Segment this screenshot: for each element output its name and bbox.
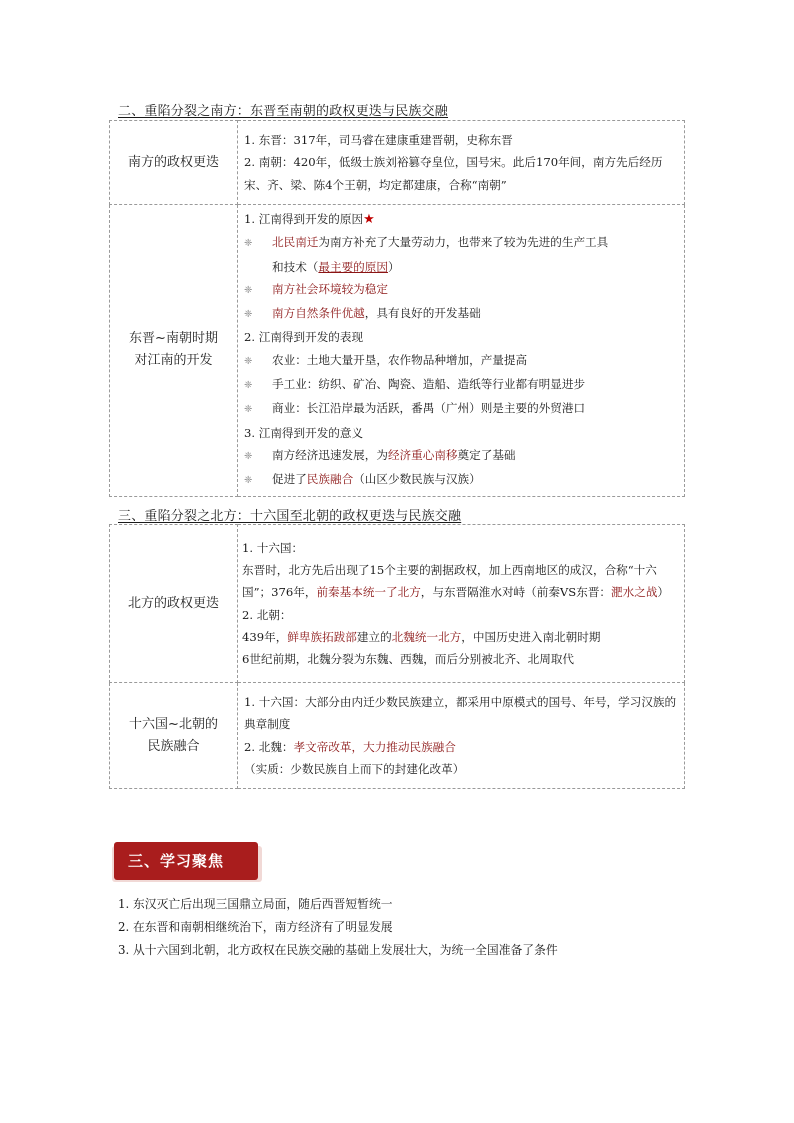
list-item-continuation xyxy=(244,256,678,278)
subheading-text: 1. 江南得到开发的原因 xyxy=(244,212,364,226)
item-text: 商业：长江沿岸最为活跃，番禺（广州）则是主要的外贸港口 xyxy=(272,401,586,416)
subheading: 1. 十六国： xyxy=(242,540,304,555)
item-text: 奠定了基础 xyxy=(457,447,516,462)
item-text: 和技术（ xyxy=(272,259,319,274)
list-item xyxy=(244,349,678,373)
section-heading-north: 三、重陷分裂之北方：十六国至北朝的政权更迭与民族交融 xyxy=(118,509,462,524)
item-text: 东晋时，北方先后出现了15个主要的割据政权，加上西南地区的成汉，合称“十六国”；376年， xyxy=(242,562,657,600)
section-banner xyxy=(112,840,262,886)
text-line: （实质：少数民族自上而下的封建化改革） xyxy=(244,761,465,776)
summary-list xyxy=(118,893,558,962)
list-item xyxy=(244,302,678,326)
list-item xyxy=(244,278,678,302)
list-item xyxy=(244,444,678,468)
item-text: 439年， xyxy=(242,629,288,644)
highlight-text: 民族融合 xyxy=(306,472,354,487)
highlight-text: 北民南迁 xyxy=(272,235,319,250)
list-item: 3. 从十六国到北朝，北方政权在民族交融的基础上发展壮大，为统一全国准备了条件 xyxy=(118,943,558,957)
flower-bullet-icon: ❈ xyxy=(244,309,253,321)
row-content xyxy=(238,205,685,497)
row-content xyxy=(238,525,685,683)
item-text: 促进了 xyxy=(272,472,307,487)
item-text: （山区少数民族与汉族） xyxy=(353,472,481,487)
item-text: 2. 北魏： xyxy=(244,739,294,754)
item-text: ，具有良好的开发基础 xyxy=(364,306,481,321)
text-line xyxy=(244,736,678,758)
item-text: 手工业：纺织、矿冶、陶瓷、造船、造纸等行业都有明显进步 xyxy=(272,377,586,392)
highlight-text: 孝文帝改革，大力推动民族融合 xyxy=(293,739,456,754)
table-row xyxy=(110,525,685,683)
text-line: 1. 东晋：317年，司马睿在建康重建晋朝，史称东晋 xyxy=(244,133,513,148)
highlight-text: 南方社会环境较为稳定 xyxy=(272,281,388,296)
table-row xyxy=(110,205,685,497)
subheading: 2. 北朝： xyxy=(242,607,292,622)
row-label: 北方的政权更迭 xyxy=(110,525,238,683)
list-item xyxy=(244,231,678,255)
flower-bullet-icon: ❈ xyxy=(244,475,253,487)
section-heading-south: 二、重陷分裂之南方：东晋至南朝的政权更迭与民族交融 xyxy=(118,104,449,119)
flower-bullet-icon: ❈ xyxy=(244,355,253,367)
list-item: 2. 在东晋和南朝相继统治下，南方经济有了明显发展 xyxy=(118,920,393,934)
subheading xyxy=(244,208,678,231)
label-line: 民族融合 xyxy=(147,738,200,754)
list-item xyxy=(244,373,678,397)
list-item xyxy=(244,397,678,421)
item-text: 建立的 xyxy=(356,629,392,644)
table-row xyxy=(110,683,685,789)
row-label xyxy=(110,683,238,789)
text-paragraph xyxy=(242,559,678,604)
south-table xyxy=(109,120,685,497)
row-label xyxy=(110,205,238,497)
list-item xyxy=(244,468,678,492)
flower-bullet-icon: ❈ xyxy=(244,404,253,416)
flower-bullet-icon: ❈ xyxy=(244,450,253,462)
flower-bullet-icon: ❈ xyxy=(244,238,253,250)
highlight-text: 鲜卑族拓跋部 xyxy=(287,629,357,644)
label-line: 对江南的开发 xyxy=(134,353,213,369)
row-content xyxy=(238,121,685,205)
item-text: ，中国历史进入南北朝时期 xyxy=(461,629,601,644)
item-text: 南方经济迅速发展，为 xyxy=(272,447,388,462)
item-text: 为南方补充了大量劳动力，也带来了较为先进的生产工具 xyxy=(318,235,609,250)
list-item: 1. 东汉灭亡后出现三国鼎立局面，随后西晋短暂统一 xyxy=(118,897,393,911)
flower-bullet-icon: ❈ xyxy=(244,284,253,296)
item-text: ） xyxy=(387,259,400,274)
item-text: ，与东晋隔淮水对峙（前秦VS东晋： xyxy=(420,585,612,600)
table-row xyxy=(110,121,685,205)
label-line: 东晋~南朝时期 xyxy=(129,331,218,347)
subheading: 3. 江南得到开发的意义 xyxy=(244,425,364,440)
text-line xyxy=(242,626,678,648)
north-table xyxy=(109,524,685,789)
row-content xyxy=(238,683,685,789)
banner-label: 三、学习聚焦 xyxy=(114,842,258,880)
highlight-text: 最主要的原因 xyxy=(318,259,388,274)
item-text: ） xyxy=(657,585,670,600)
highlight-text: 北魏统一北方 xyxy=(391,629,462,644)
label-line: 十六国~北朝的 xyxy=(129,716,218,732)
row-label: 南方的政权更迭 xyxy=(110,121,238,205)
item-text: 农业：土地大量开垦，农作物品种增加，产量提高 xyxy=(272,352,528,367)
star-icon: ★ xyxy=(363,212,375,227)
flower-bullet-icon: ❈ xyxy=(244,380,253,392)
text-line: 2. 南朝：420年，低级士族刘裕篡夺皇位，国号宋。此后170年间，南方先后经历宋、齐、梁、陈4个王朝，均定都建康，合称“南朝” xyxy=(244,155,663,192)
highlight-text: 前秦基本统一了北方 xyxy=(316,585,421,600)
highlight-text: 南方自然条件优越 xyxy=(272,306,365,321)
text-line: 6世纪前期，北魏分裂为东魏、西魏，而后分别被北齐、北周取代 xyxy=(242,652,575,667)
subheading: 2. 江南得到开发的表现 xyxy=(244,330,364,345)
highlight-text: 经济重心南移 xyxy=(387,447,458,462)
highlight-text: 淝水之战 xyxy=(611,585,658,600)
text-paragraph: 1. 十六国：大部分由内迁少数民族建立，都采用中原模式的国号、年号，学习汉族的典章制度 xyxy=(244,694,677,732)
